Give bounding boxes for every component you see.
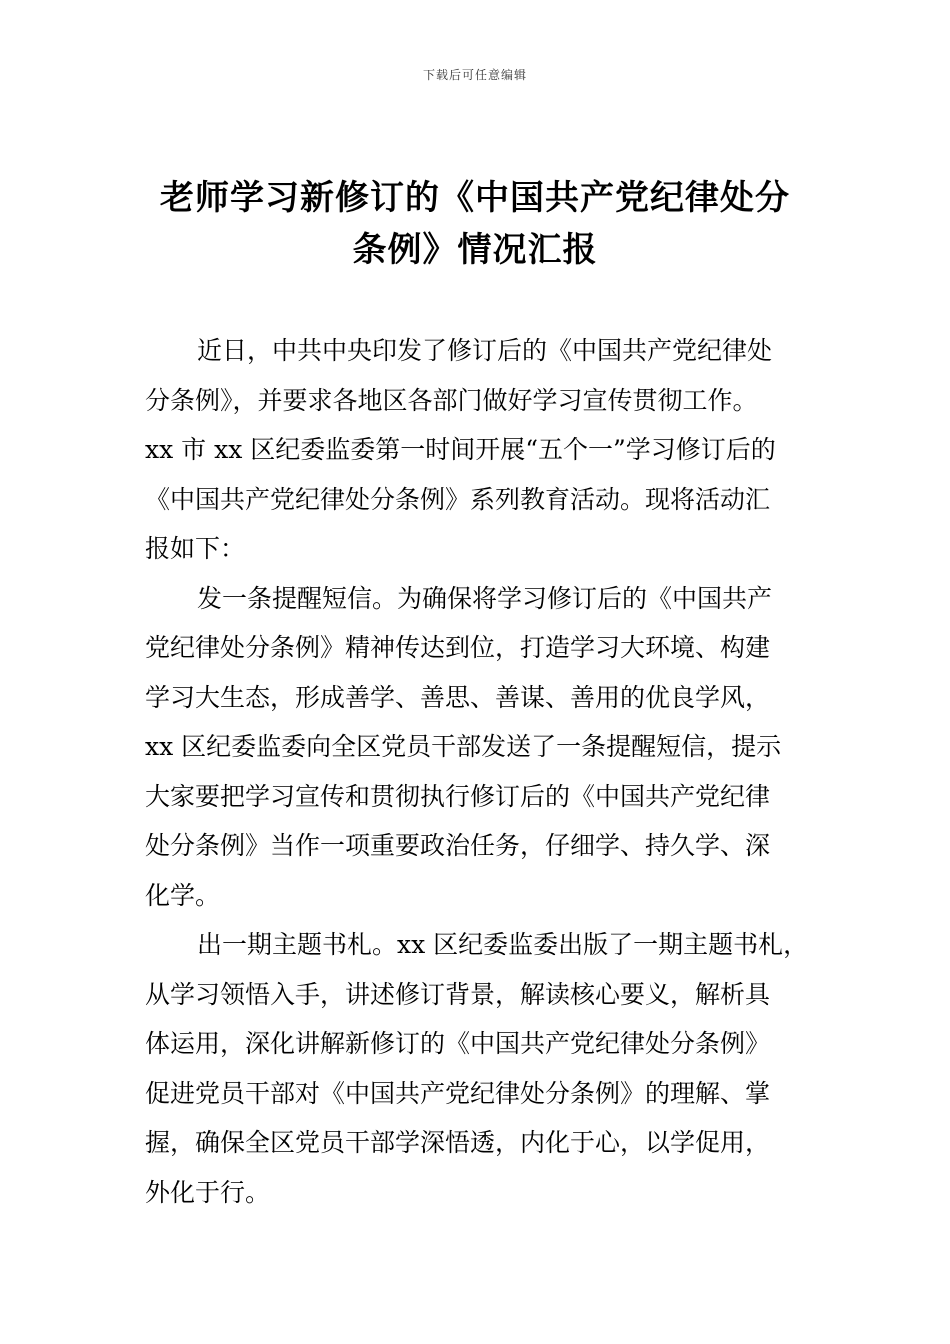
text-line: 化学。	[145, 880, 221, 910]
text-line: 促进党员干部对《中国共产党纪律处分条例》的理解、掌	[145, 1078, 771, 1108]
text-line: 近日，中共中央印发了修订后的《中国共产党纪律处	[197, 336, 773, 365]
text-line: 握，确保全区党员干部学深悟透，内化于心，以学促用，	[145, 1128, 771, 1157]
text-line: xx 区纪委监委向全区党员干部发送了一条提醒短信，提示	[145, 732, 782, 761]
text-line: 体运用，深化讲解新修订的《中国共产党纪律处分条例》	[145, 1029, 771, 1058]
paragraph-theme-booklet	[145, 920, 835, 1217]
text-line: 学习大生态，形成善学、善思、善谋、善用的优良学风，	[145, 682, 771, 712]
text-line: 党纪律处分条例》精神传达到位，打造学习大环境、构建	[145, 633, 771, 662]
paragraph-reminder-sms	[145, 574, 835, 921]
text-line: 《中国共产党纪律处分条例》系列教育活动。现将活动汇	[145, 484, 771, 514]
text-line: 出一期主题书札。xx 区纪委监委出版了一期主题书札，	[197, 930, 809, 959]
text-line: 分条例》，并要求各地区各部门做好学习宣传贯彻工作。	[145, 385, 758, 415]
text-line: 发一条提醒短信。为确保将学习修订后的《中国共产	[197, 583, 773, 613]
title-line-2: 条例》情况汇报	[352, 230, 598, 270]
paragraph-intro	[145, 326, 835, 574]
document-title	[100, 172, 850, 276]
text-line: 外化于行。	[145, 1177, 271, 1207]
text-line: 处分条例》当作一项重要政治任务，仔细学、持久学、深	[145, 831, 771, 860]
text-line: 大家要把学习宣传和贯彻执行修订后的《中国共产党纪律	[145, 781, 771, 811]
document-body	[145, 326, 835, 1217]
title-line-1: 老师学习新修订的《中国共产党纪律处分	[160, 178, 790, 218]
text-line: xx 市 xx 区纪委监委第一时间开展“五个一”学习修订后的	[145, 435, 776, 464]
text-line: 报如下：	[145, 534, 246, 563]
header-note: 下载后可任意编辑	[422, 68, 527, 82]
text-line: 从学习领悟入手，讲述修订背景，解读核心要义，解析具	[145, 979, 771, 1009]
